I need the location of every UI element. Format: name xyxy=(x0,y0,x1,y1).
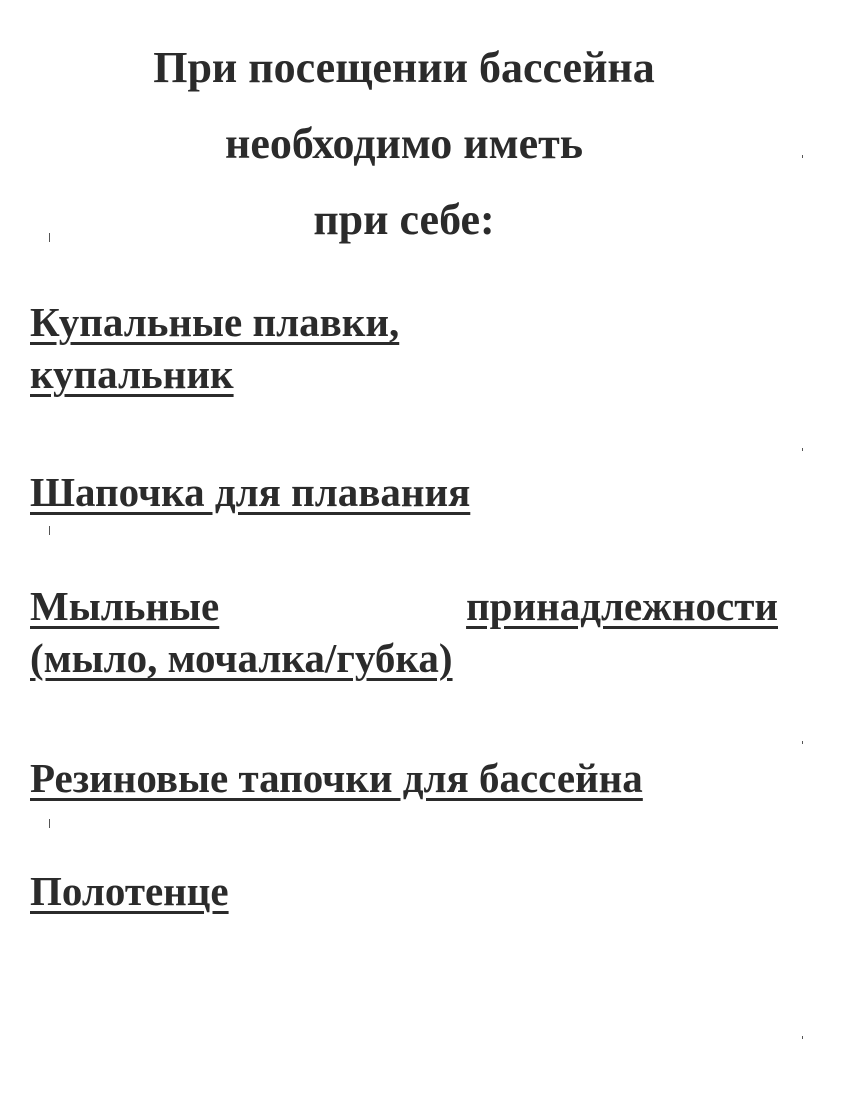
list-item-swim-cap xyxy=(30,466,778,518)
list-item-pool-slippers xyxy=(30,752,778,804)
scan-speck xyxy=(49,819,50,828)
list-item-toiletries xyxy=(30,580,778,684)
scan-speck xyxy=(802,741,803,744)
scan-speck xyxy=(802,1036,803,1039)
list-item-swimwear xyxy=(30,296,778,400)
scan-speck xyxy=(802,155,803,158)
scan-speck xyxy=(49,526,50,535)
item-line: Резиновые тапочки для бассейна xyxy=(30,755,643,801)
item-line: купальник xyxy=(30,351,234,397)
notice-title xyxy=(0,30,808,258)
item-line: Купальные плавки, xyxy=(30,299,400,345)
scan-speck xyxy=(802,448,803,451)
list-item-towel xyxy=(30,865,778,917)
title-line-1: При посещении бассейна xyxy=(153,43,655,92)
item-line: Полотенце xyxy=(30,868,229,914)
scan-speck xyxy=(49,233,50,242)
item-word: принадлежности xyxy=(466,583,778,629)
item-word: Мыльные xyxy=(30,583,220,629)
item-line: Шапочка для плавания xyxy=(30,469,471,515)
item-line: (мыло, мочалка/губка) xyxy=(30,635,453,681)
title-line-2: необходимо иметь xyxy=(225,119,583,168)
item-line-justified xyxy=(30,580,778,632)
title-line-3: при себе: xyxy=(313,195,495,244)
